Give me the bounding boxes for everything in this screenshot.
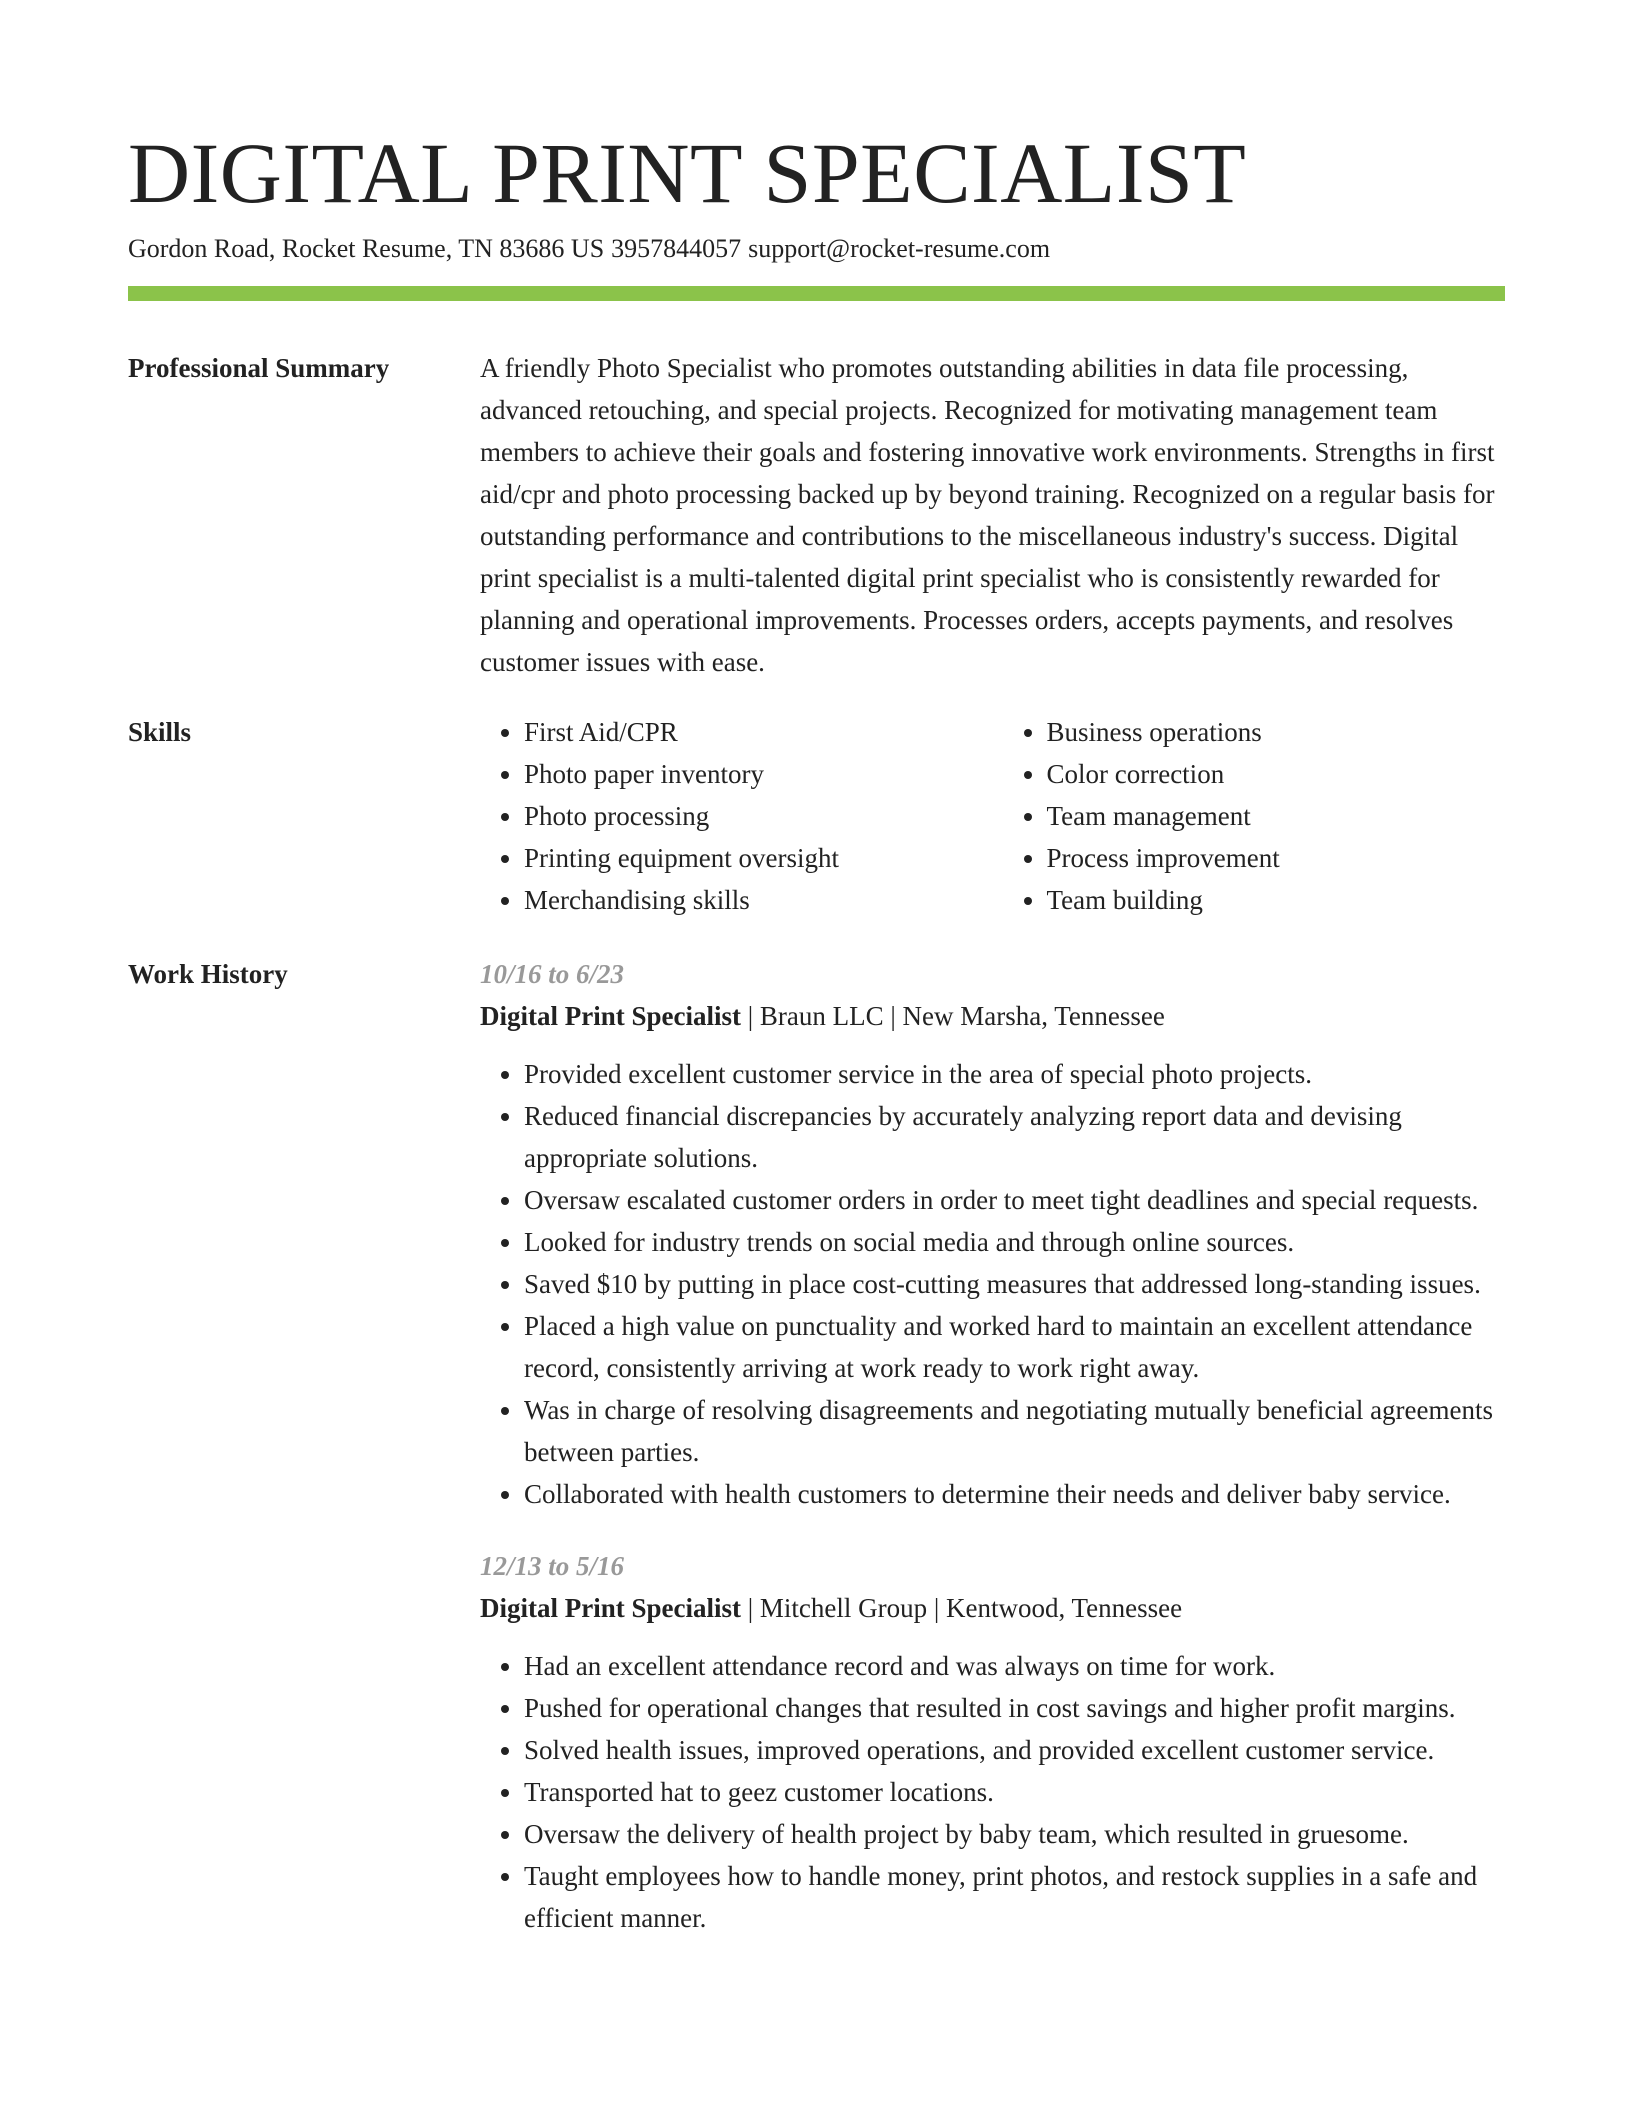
job-bullet-list (480, 1053, 1505, 1515)
job-bullet: • Looked for industry trends on social media and through online sources. (524, 1221, 1505, 1263)
skills-list-right (1003, 711, 1506, 921)
job-bullet: • Transported hat to geez customer locations. (524, 1771, 1505, 1813)
skill-item: • Color correction (1047, 753, 1506, 795)
skill-item: • Merchandising skills (524, 879, 983, 921)
skill-item: • Business operations (1047, 711, 1506, 753)
skills-body (480, 711, 1505, 921)
job-separator: | (933, 1593, 940, 1623)
job-dates: 12/13 to 5/16 (480, 1551, 625, 1581)
job-bullet: • Pushed for operational changes that resulted in cost savings and higher profit margins. (524, 1687, 1505, 1729)
skill-item: • Team building (1047, 879, 1506, 921)
job-bullet: • Had an excellent attendance record and was always on time for work. (524, 1645, 1505, 1687)
job-dates: 10/16 to 6/23 (480, 959, 625, 989)
contact-phone: 3957844057 (611, 234, 742, 263)
resume-title: DIGITAL PRINT SPECIALIST (128, 125, 1247, 221)
job-separator: | (747, 1593, 754, 1623)
job-location: Kentwood, Tennessee (946, 1593, 1183, 1623)
work-history-heading: Work History (128, 959, 288, 989)
contact-line (128, 232, 1050, 266)
job-title: Digital Print Specialist (480, 1593, 741, 1623)
job-company: Braun LLC (759, 1001, 884, 1031)
summary-body (480, 347, 1505, 683)
accent-divider (128, 286, 1505, 301)
job-location: New Marsha, Tennessee (902, 1001, 1165, 1031)
work-history-body (480, 953, 1505, 1939)
contact-address: Gordon Road, Rocket Resume, TN 83686 US (128, 234, 605, 263)
summary-heading: Professional Summary (128, 353, 390, 383)
job-bullet: • Saved $10 by putting in place cost-cutting measures that addressed long-standing issues. (524, 1263, 1505, 1305)
summary-text: A friendly Photo Specialist who promotes outstanding abilities in data file processing, advanced retouching, and special projects. Recognized for motivating management team members to achieve their goals and fostering innovative work environments. Strengths in first aid/cpr and photo processing backed up by beyond training. Recognized on a regular basis for outstanding performance and contributions to the miscellaneous industry's success. Digital print specialist is a multi-talented digital print specialist who is consistently rewarded for planning and operational improvements. Processes orders, accepts payments, and resolves customer issues with ease. (480, 353, 1495, 677)
job-bullet: • Oversaw the delivery of health project by baby team, which resulted in gruesome. (524, 1813, 1505, 1855)
job-bullet: • Placed a high value on punctuality and worked hard to maintain an excellent attendance record, consistently arriving at work ready to work right away. (524, 1305, 1505, 1389)
job-bullet: • Reduced financial discrepancies by accurately analyzing report data and devising appropriate solutions. (524, 1095, 1505, 1179)
job-bullet-list (480, 1645, 1505, 1939)
skill-item: • First Aid/CPR (524, 711, 983, 753)
job-heading (480, 995, 1505, 1037)
skill-item: • Photo processing (524, 795, 983, 837)
job-separator: | (890, 1001, 896, 1031)
job-bullet: • Was in charge of resolving disagreements and negotiating mutually beneficial agreements between parties. (524, 1389, 1505, 1473)
skill-item: • Process improvement (1047, 837, 1506, 879)
job-heading (480, 1587, 1505, 1629)
skill-item: • Photo paper inventory (524, 753, 983, 795)
contact-email: support@rocket-resume.com (748, 234, 1051, 263)
job-title: Digital Print Specialist (480, 1001, 741, 1031)
job-bullet: • Solved health issues, improved operations, and provided excellent customer service. (524, 1729, 1505, 1771)
job-company: Mitchell Group (759, 1593, 928, 1623)
job-bullet: • Taught employees how to handle money, print photos, and restock supplies in a safe and efficient manner. (524, 1855, 1505, 1939)
job-bullet: • Collaborated with health customers to determine their needs and deliver baby service. (524, 1473, 1505, 1515)
skills-heading: Skills (128, 717, 192, 747)
job-entry (480, 953, 1505, 1515)
job-bullet: • Oversaw escalated customer orders in order to meet tight deadlines and special requests. (524, 1179, 1505, 1221)
job-bullet: • Provided excellent customer service in the area of special photo projects. (524, 1053, 1505, 1095)
skill-item: • Team management (1047, 795, 1506, 837)
job-separator: | (747, 1001, 754, 1031)
job-entry (480, 1545, 1505, 1939)
skill-item: • Printing equipment oversight (524, 837, 983, 879)
skills-list-left (480, 711, 983, 921)
